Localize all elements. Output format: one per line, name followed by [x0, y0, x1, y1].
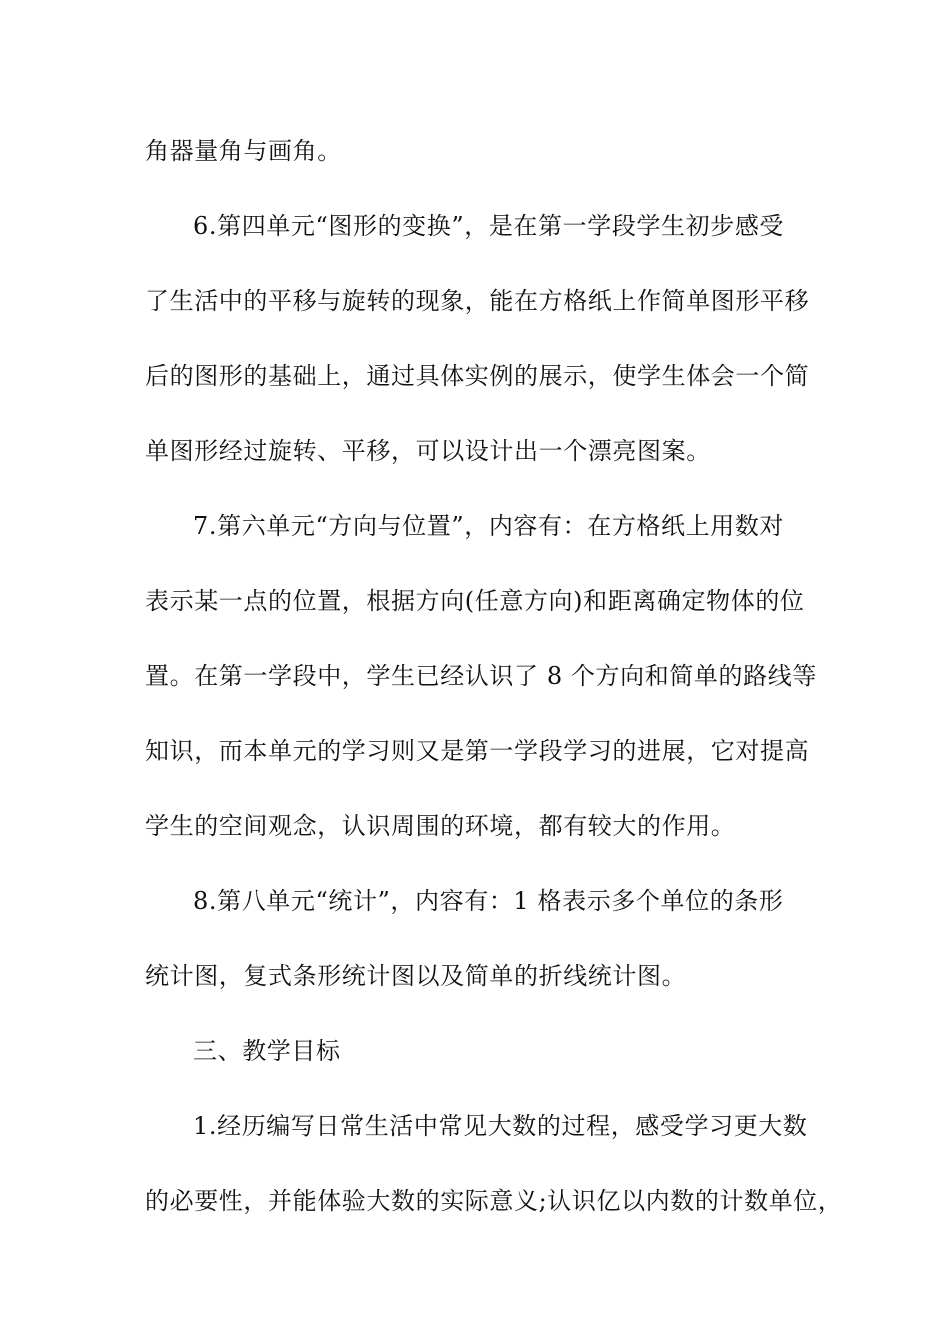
text-line-4: 后的图形的基础上，通过具体实例的展示，使学生体会一个简 — [145, 362, 810, 390]
text-line-3: 了生活中的平移与旋转的现象，能在方格纸上作简单图形平移 — [145, 287, 810, 315]
text-line-10: 学生的空间观念，认识周围的环境，都有较大的作用。 — [145, 812, 736, 840]
text-line-11: 8.第八单元“统计”，内容有：1 格表示多个单位的条形 — [193, 887, 784, 915]
text-line-6: 7.第六单元“方向与位置”，内容有：在方格纸上用数对 — [193, 512, 785, 540]
text-line-7: 表示某一点的位置，根据方向(任意方向)和距离确定物体的位 — [145, 587, 805, 615]
text-line-9: 知识，而本单元的学习则又是第一学段学习的进展，它对提高 — [145, 737, 810, 765]
text-line-14: 1.经历编写日常生活中常见大数的过程，感受学习更大数 — [193, 1112, 808, 1140]
section-heading: 三、教学目标 — [193, 1037, 341, 1065]
text-line-15: 的必要性，并能体验大数的实际意义;认识亿以内数的计数单位， — [145, 1187, 843, 1215]
text-line-1: 角器量角与画角。 — [145, 137, 342, 165]
text-line-2: 6.第四单元“图形的变换”，是在第一学段学生初步感受 — [193, 212, 785, 240]
text-line-5: 单图形经过旋转、平移，可以设计出一个漂亮图案。 — [145, 437, 711, 465]
text-line-8: 置。在第一学段中，学生已经认识了 8 个方向和简单的路线等 — [145, 662, 817, 690]
text-line-12: 统计图，复式条形统计图以及简单的折线统计图。 — [145, 962, 687, 990]
